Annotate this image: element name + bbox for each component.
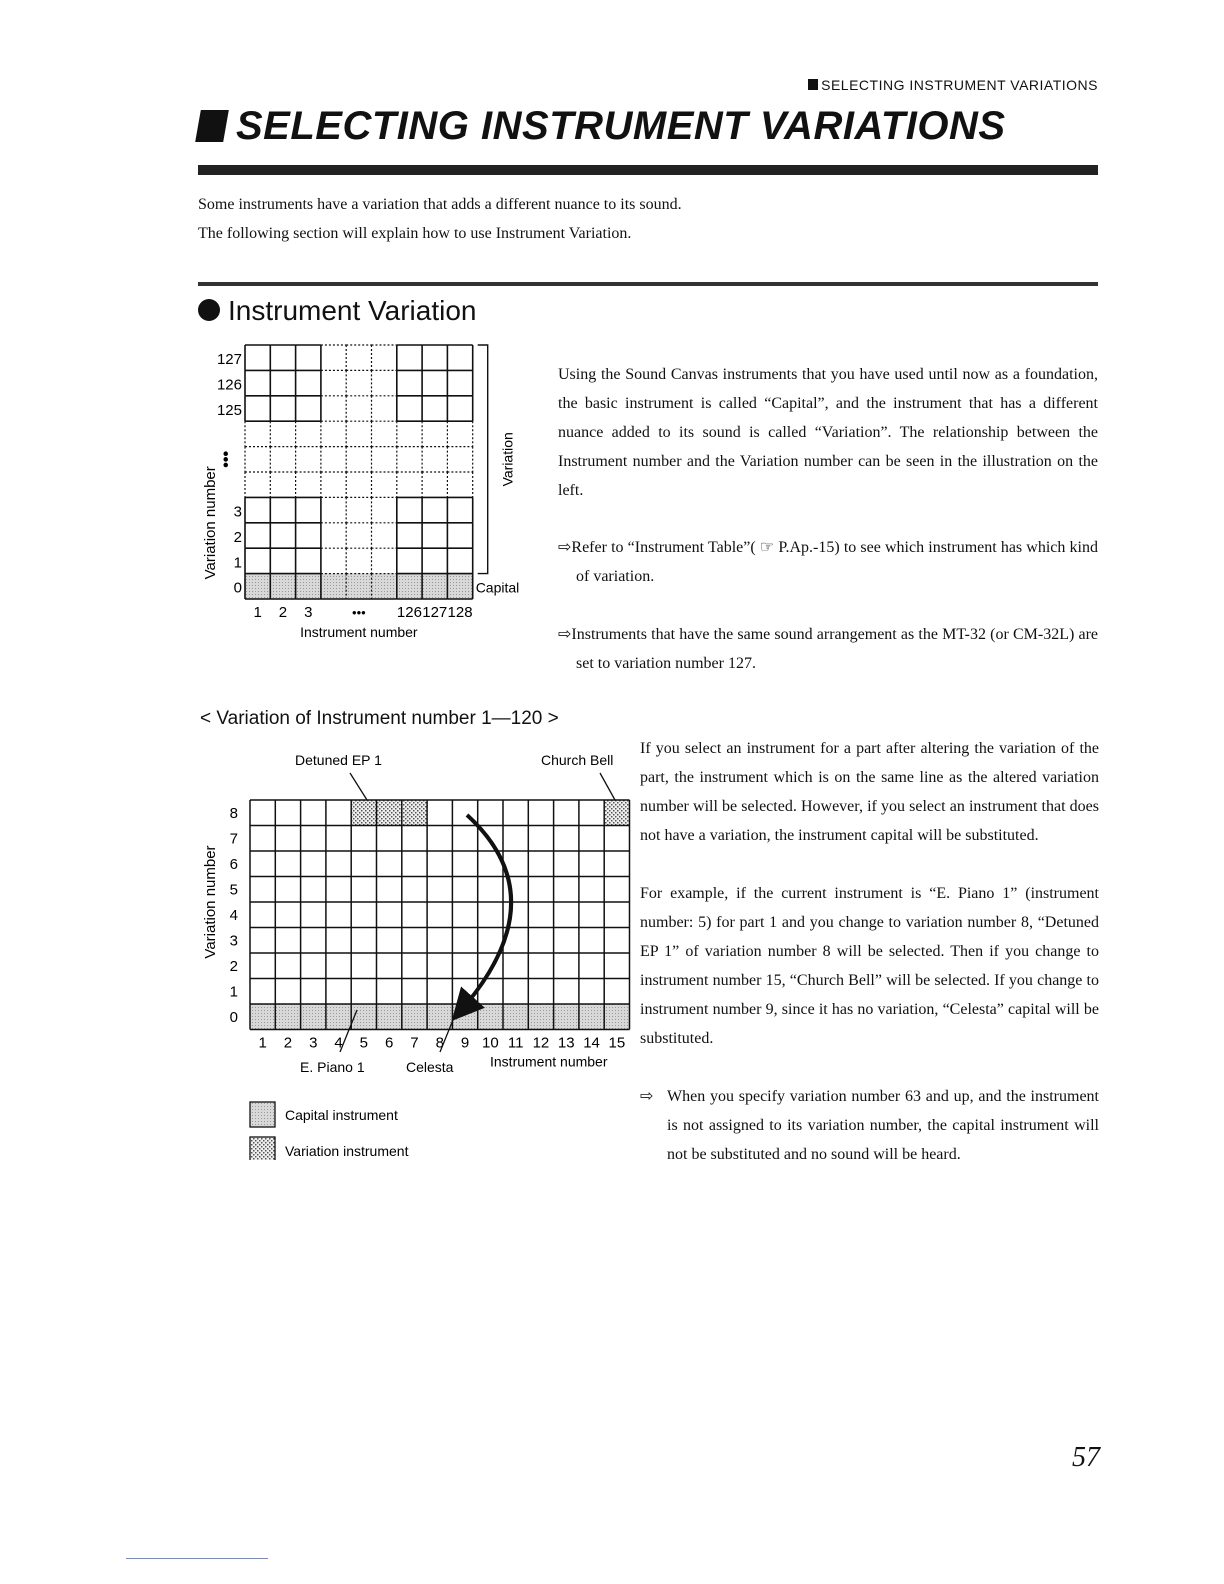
capital-cell — [604, 1004, 629, 1030]
x-tick-label: 8 — [435, 1034, 444, 1052]
capital-cell — [478, 1004, 503, 1030]
x-tick-label: 12 — [532, 1034, 550, 1052]
y-tick-label: 127 — [216, 351, 242, 369]
y-tick-label: 126 — [216, 376, 242, 394]
intro-line: Some instruments have a variation that adds a different nuance to its sound. — [198, 196, 682, 213]
page-number: 57 — [1072, 1442, 1100, 1473]
callout-e-piano-1: E. Piano 1 — [300, 1059, 365, 1075]
intro-line: The following section will explain how to use Instrument Variation. — [198, 225, 632, 242]
paragraph-selection: If you select an instrument for a part after altering the variation of the part, the instrument which is on the same line as the altered variation number will be selected. However, if you select an instrument that does not have a variation, the instrument capital will be substituted. — [640, 740, 1099, 844]
y-ellipsis: ••• — [218, 450, 235, 468]
section-title: Instrument Variation — [198, 295, 477, 327]
x-tick-label: 1 — [253, 604, 262, 621]
paragraph-example: For example, if the current instrument is “E. Piano 1” (instrument number: 5) for part 1 and you change to variation number 8, “Detuned EP 1” of variation number 8 will be selected. Then if you change to instrument number 15, “Church Bell” will be selected. If you change to instrument number 9, since it has no variation, “Celesta” capital will be substituted. — [640, 885, 1099, 1047]
capital-cell — [351, 1004, 376, 1030]
x-tick-label: 128 — [447, 604, 473, 621]
x-tick-label: 6 — [384, 1034, 394, 1052]
variation-cell — [377, 800, 402, 826]
y-axis-label: Variation number — [202, 845, 219, 959]
capital-cell — [377, 1004, 402, 1030]
variation-cell — [604, 800, 629, 826]
y-tick-label: 5 — [229, 881, 238, 899]
note-mt32: ⇨Instruments that have the same sound arrangement as the MT-32 (or CM-32L) are set to variation number 127. — [558, 626, 1098, 672]
title-rule — [198, 165, 1098, 175]
legend-capital-swatch — [250, 1102, 275, 1127]
y-tick-label: 2 — [229, 958, 238, 975]
y-axis-label: Variation number — [202, 466, 219, 580]
callout-celesta: Celesta — [406, 1059, 454, 1075]
subsection-title: < Variation of Instrument number 1—120 > — [200, 708, 559, 729]
variation-diagram-overview — [195, 330, 535, 640]
intro-text — [198, 190, 682, 248]
x-tick-label: 7 — [410, 1034, 419, 1052]
y-tick-label: 4 — [229, 907, 238, 924]
footer-line — [126, 1558, 268, 1559]
capital-cell — [528, 1004, 553, 1030]
note-variation-63: When you specify variation number 63 and up, and the instrument is not assigned to its variation number, the capital instrument will not be substituted and no sound will be heard. — [667, 1088, 1099, 1163]
capital-cell — [326, 1004, 351, 1030]
variation-diagram-example — [195, 740, 640, 1160]
x-tick-label: 2 — [278, 604, 288, 621]
variation-cell — [351, 800, 376, 826]
callout-church-bell: Church Bell — [541, 752, 614, 768]
capital-label: Capital — [475, 579, 520, 596]
x-ellipsis: ••• — [352, 605, 366, 620]
capital-cell — [554, 1004, 579, 1030]
x-tick-label: 126 — [396, 604, 422, 621]
x-tick-label: 4 — [334, 1034, 343, 1052]
y-tick-label: 1 — [229, 983, 238, 1001]
x-tick-label: 1 — [258, 1034, 267, 1052]
y-tick-label: 7 — [229, 830, 238, 848]
legend-variation-swatch — [250, 1137, 275, 1160]
y-tick-label: 125 — [216, 401, 242, 419]
y-tick-label: 0 — [233, 579, 242, 597]
capital-cell — [250, 1004, 275, 1030]
callout-line — [350, 773, 367, 800]
x-tick-label: 11 — [507, 1034, 524, 1052]
capital-cell — [427, 1004, 452, 1030]
callout-detuned-ep1: Detuned EP 1 — [295, 752, 382, 768]
section-rule — [198, 282, 1098, 286]
paragraph-capital-variation: Using the Sound Canvas instruments that you have used until now as a foundation, the basic instrument is called “Capital”, and the instrument that has a different nuance added to its sound is called “Variation”. The relationship between the Instrument number and the Variation number can be seen in the illustration on the left. — [558, 366, 1098, 499]
y-tick-label: 2 — [233, 528, 242, 546]
y-tick-label: 6 — [229, 856, 238, 873]
x-axis-label: Instrument number — [490, 1053, 608, 1070]
variation-cell — [402, 800, 427, 826]
running-header: SELECTING INSTRUMENT VARIATIONS — [808, 77, 1098, 93]
note-instrument-table: ⇨Refer to “Instrument Table”( ☞ P.Ap.-15) to see which instrument has which kind of variation. — [558, 539, 1098, 585]
x-tick-label: 3 — [309, 1034, 318, 1052]
y-tick-label: 1 — [233, 554, 242, 572]
legend-capital-label: Capital instrument — [285, 1107, 398, 1123]
capital-cell — [275, 1004, 300, 1030]
y-tick-label: 3 — [229, 932, 238, 950]
bracket-label: Variation — [499, 432, 516, 487]
capital-cell — [402, 1004, 427, 1030]
x-tick-label: 14 — [583, 1034, 600, 1052]
y-tick-label: 8 — [229, 805, 238, 822]
capital-cell — [503, 1004, 528, 1030]
note-arrow: ⇨ — [640, 1088, 654, 1105]
x-tick-label: 127 — [422, 604, 448, 621]
y-tick-label: 0 — [229, 1009, 238, 1026]
y-tick-label: 3 — [233, 503, 242, 521]
x-tick-label: 5 — [359, 1034, 369, 1052]
legend-variation-label: Variation instrument — [285, 1143, 409, 1159]
variation-bracket — [478, 345, 488, 574]
x-axis-label: Instrument number — [300, 624, 418, 640]
capital-cell — [579, 1004, 604, 1030]
x-tick-label: 10 — [482, 1034, 499, 1052]
x-tick-label: 3 — [304, 604, 313, 621]
page-title: SELECTING INSTRUMENT VARIATIONS — [198, 104, 1006, 149]
x-tick-label: 15 — [608, 1034, 626, 1052]
capital-cell — [301, 1004, 326, 1030]
capital-row — [245, 574, 473, 599]
x-tick-label: 2 — [283, 1034, 293, 1052]
x-tick-label: 9 — [460, 1034, 470, 1052]
x-tick-label: 13 — [557, 1034, 575, 1052]
callout-line — [600, 773, 615, 800]
